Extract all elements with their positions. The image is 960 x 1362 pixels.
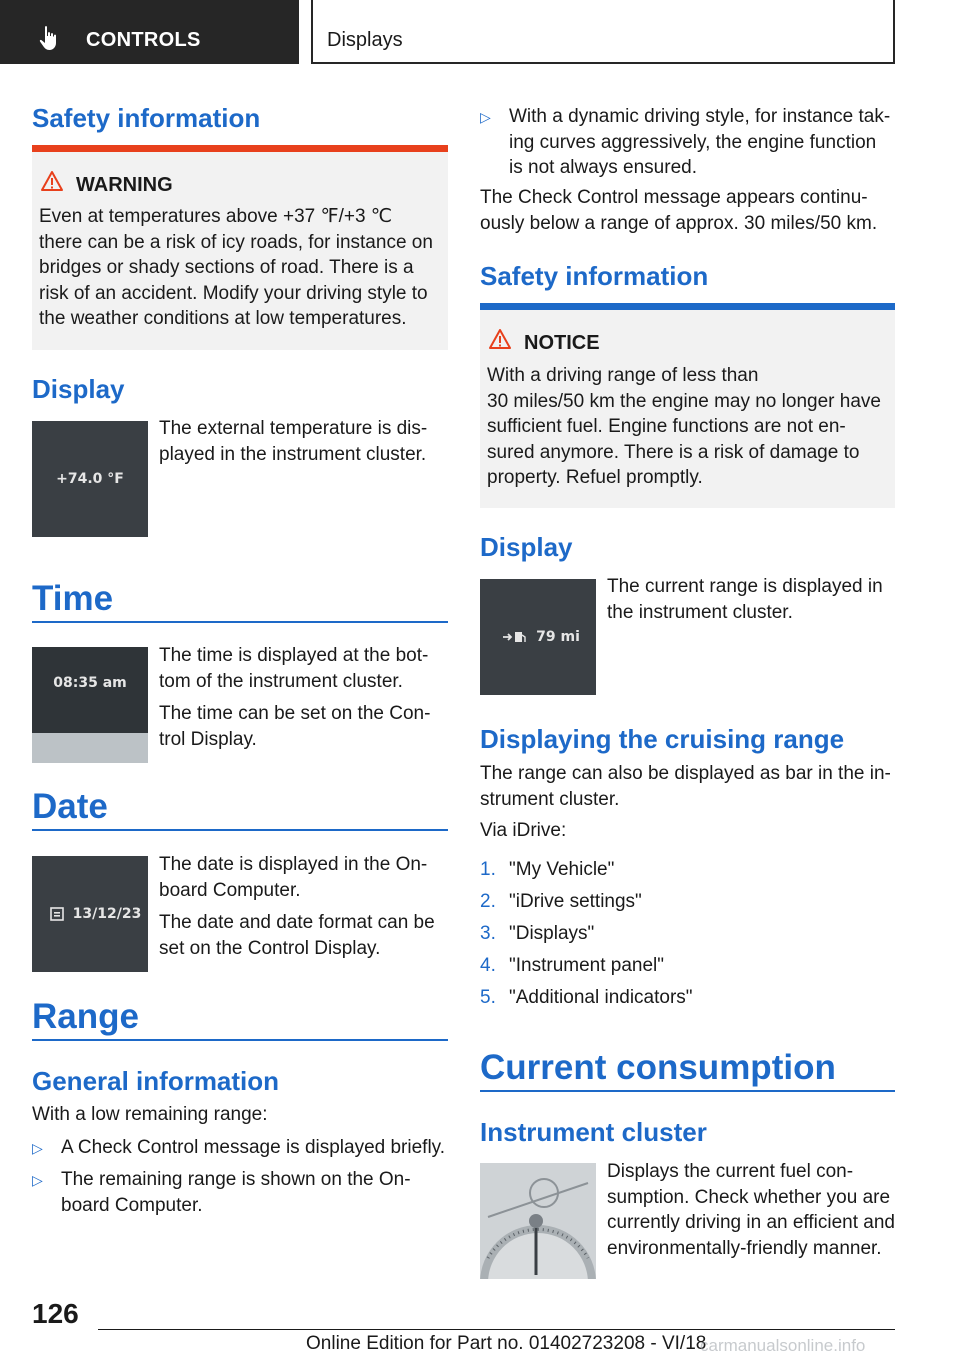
warning-box [32, 145, 448, 350]
notice-box [480, 303, 895, 508]
text-line: trol Display. [159, 728, 257, 750]
date-value: 13/12/23 [72, 906, 142, 922]
notice-line: property. Refuel promptly. [487, 467, 703, 488]
display-text [607, 574, 897, 625]
step-text: "iDrive settings" [509, 891, 642, 912]
text-line: The Check Control message appears continu- [480, 187, 868, 208]
time-value: 08:35 am [53, 675, 127, 691]
warning-line: Even at temperatures above +37 ℉/+3 ℃ [39, 206, 393, 227]
consumption-gauge-graphic [480, 1163, 596, 1279]
step-text: "Additional indicators" [509, 987, 693, 1008]
text-line: The date and date format can be [159, 912, 435, 933]
warning-bar [32, 145, 448, 152]
step-text: "My Vehicle" [509, 859, 615, 880]
text-line: The current range is displayed in [607, 576, 883, 597]
notice-text [487, 363, 887, 491]
hand-pointer-icon [36, 24, 64, 52]
step-text: "Instrument panel" [509, 955, 665, 976]
text-line: The external temperature is dis- [159, 418, 428, 439]
text-line: strument cluster. [480, 788, 620, 810]
display-heading: Display [32, 374, 125, 404]
temperature-display-image [32, 421, 148, 537]
text-line: is not always ensured. [509, 157, 697, 178]
text-line: The range can also be displayed as bar in the in- [480, 763, 891, 784]
text-line: board Computer. [61, 1194, 203, 1216]
temperature-value: +74.0 °F [56, 471, 124, 487]
general-info-heading: General information [32, 1066, 280, 1096]
text-line: environmentally-friendly manner. [607, 1237, 882, 1259]
text-line: Displays the current fuel con- [607, 1161, 854, 1182]
controls-tab[interactable] [0, 0, 299, 64]
step-number: 2. [480, 891, 496, 912]
page-header [0, 0, 960, 66]
date-rule [32, 829, 448, 831]
text-line: played in the instrument cluster. [159, 443, 427, 465]
text-line: the instrument cluster. [607, 601, 793, 623]
instrument-cluster-heading: Instrument cluster [480, 1117, 707, 1147]
consumption-gauge-image [480, 1163, 596, 1279]
text-line: ing curves aggressively, the engine function [509, 131, 877, 153]
safety-info-heading: Safety information [480, 261, 709, 291]
notice-line: sufficient fuel. Engine functions are not en- [487, 416, 846, 437]
date-text [159, 852, 449, 961]
date-heading: Date [32, 787, 108, 826]
text-line: A Check Control message is displayed briefly. [61, 1137, 446, 1158]
cruising-range-text [480, 761, 900, 812]
step-number: 4. [480, 955, 496, 976]
notice-title: NOTICE [524, 332, 600, 354]
safety-info-heading: Safety information [32, 103, 261, 133]
step-text: "Displays" [509, 923, 595, 944]
step-number: 5. [480, 987, 496, 1008]
time-text [159, 643, 449, 752]
general-intro: With a low remaining range: [32, 1104, 268, 1125]
text-line: sumption. Check whether you are [607, 1186, 891, 1208]
text-line: The remaining range is shown on the On- [61, 1169, 411, 1190]
range-display-image [480, 579, 596, 695]
notice-line: With a driving range of less than [487, 365, 759, 386]
warning-line: risk of an accident. Modify your driving style to [39, 282, 428, 304]
step-number: 3. [480, 923, 496, 944]
text-line: set on the Control Display. [159, 937, 381, 959]
triangle-bullet-icon: ▷ [32, 1172, 43, 1188]
time-image-lower-band [32, 733, 148, 763]
notice-bar [480, 303, 895, 310]
triangle-bullet-icon: ▷ [32, 1140, 43, 1156]
text-line: The time is displayed at the bot- [159, 645, 429, 666]
displays-tab-label: Displays [327, 29, 403, 51]
warning-line: there can be a risk of icy roads, for instance on [39, 231, 433, 253]
watermark: carmanualsonline.info [700, 1336, 866, 1355]
warning-title: WARNING [76, 174, 173, 196]
range-heading: Range [32, 997, 139, 1036]
text-line: tom of the instrument cluster. [159, 670, 403, 692]
warning-triangle-icon [40, 170, 64, 192]
text-line: With a dynamic driving style, for instance tak- [509, 106, 891, 127]
calendar-icon [50, 907, 64, 921]
edition-text: Online Edition for Part no. 01402723208 - VI/18 [306, 1333, 707, 1354]
notice-line: 30 miles/50 km the engine may no longer have [487, 390, 881, 412]
notice-line: sured anymore. There is a risk of damage to [487, 441, 860, 463]
triangle-bullet-icon: ▷ [480, 109, 491, 125]
time-heading: Time [32, 579, 114, 618]
page-number: 126 [32, 1298, 79, 1329]
warning-line: bridges or shady sections of road. There is a [39, 257, 414, 278]
via-idrive-text: Via iDrive: [480, 820, 567, 841]
consumption-rule [480, 1090, 895, 1092]
display-text [159, 416, 449, 467]
displays-tab[interactable] [311, 0, 895, 64]
controls-tab-label: CONTROLS [86, 29, 201, 51]
text-line: The time can be set on the Con- [159, 703, 431, 724]
text-line: ously below a range of approx. 30 miles/50 km. [480, 212, 878, 234]
warning-line: the weather conditions at low temperatures. [39, 308, 407, 329]
range-rule [32, 1039, 448, 1041]
warning-text [39, 204, 440, 332]
cruising-range-heading: Displaying the cruising range [480, 724, 845, 754]
display-heading: Display [480, 532, 573, 562]
range-value: 79 mi [536, 629, 580, 645]
text-line: board Computer. [159, 879, 301, 901]
footer-rule [98, 1329, 895, 1330]
check-control-text [480, 185, 900, 236]
current-consumption-heading: Current consumption [480, 1048, 836, 1087]
text-line: The date is displayed in the On- [159, 854, 428, 875]
cluster-text [607, 1159, 899, 1261]
text-line: currently driving in an efficient and [607, 1212, 895, 1233]
date-display-image [32, 856, 148, 972]
notice-triangle-icon [488, 328, 512, 350]
step-number: 1. [480, 859, 496, 880]
time-rule [32, 621, 448, 623]
time-display-image [32, 647, 148, 763]
